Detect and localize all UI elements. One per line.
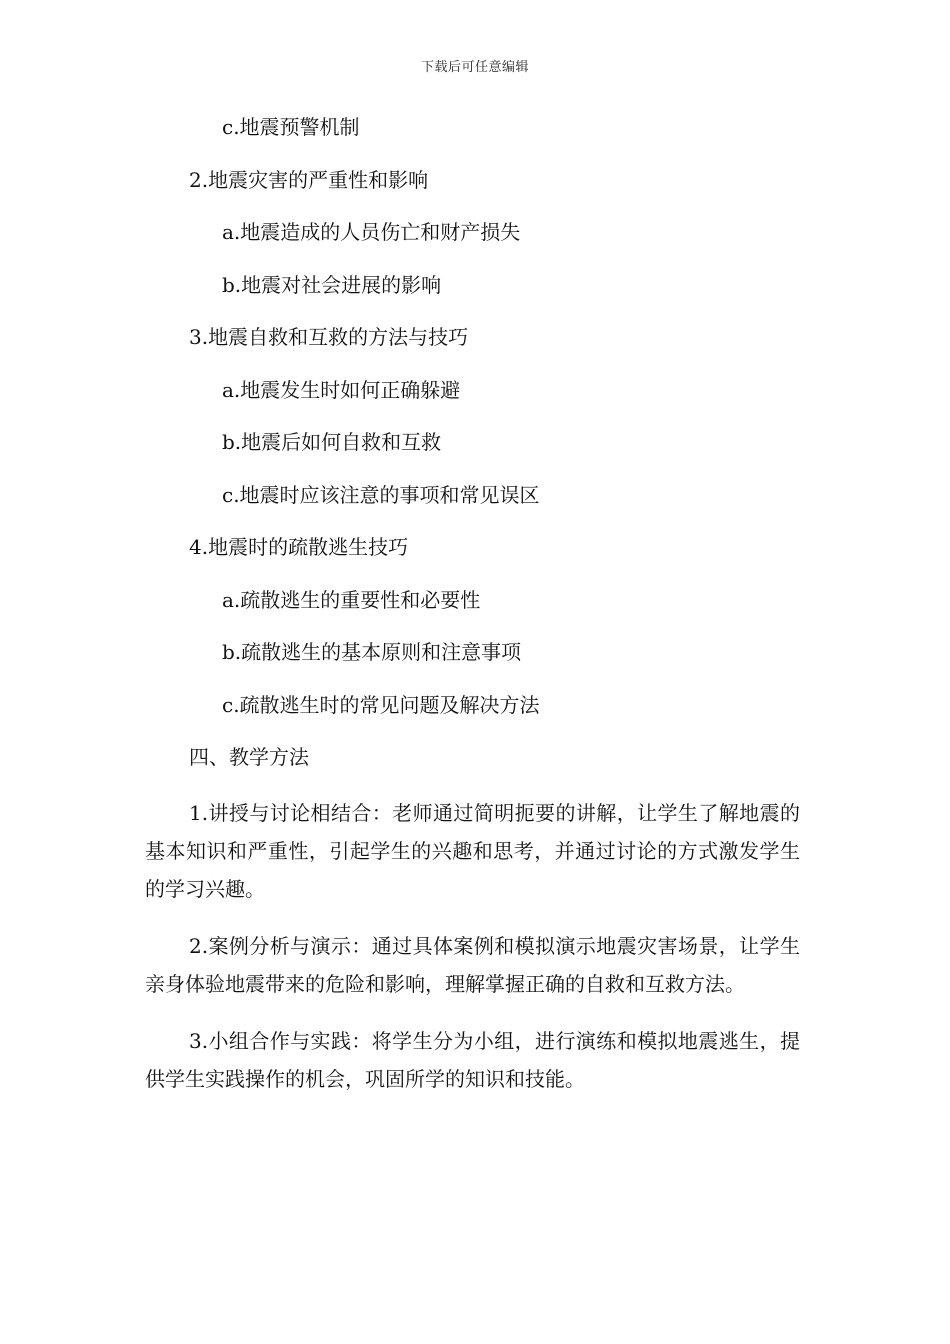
section-heading: 四、教学方法 — [189, 745, 309, 769]
outline-item: b.疏散逃生的基本原则和注意事项 — [222, 640, 522, 664]
outline-item: 4.地震时的疏散逃生技巧 — [189, 535, 409, 559]
outline-item: b.地震后如何自救和互救 — [222, 430, 442, 454]
outline-item: a.地震发生时如何正确躲避 — [222, 377, 461, 402]
document-body — [145, 111, 800, 1117]
outline-item: a.地震造成的人员伤亡和财产损失 — [222, 220, 521, 244]
outline-item: a.疏散逃生的重要性和必要性 — [222, 587, 481, 612]
outline-item: b.地震对社会进展的影响 — [222, 272, 442, 297]
paragraph: 1.讲授与讨论相结合：老师通过简明扼要的讲解，让学生了解地震的基本知识和严重性，引起学生的兴趣和思考，并通过讨论的方式激发学生的学习兴趣。 — [145, 800, 800, 901]
outline-item: c.地震预警机制 — [222, 115, 360, 139]
outline-item: c.疏散逃生时的常见问题及解决方法 — [222, 692, 540, 717]
page-header: 下载后可任意编辑 — [420, 60, 529, 75]
outline-item: 2.地震灾害的严重性和影响 — [189, 167, 429, 192]
paragraph: 3.小组合作与实践：将学生分为小组，进行演练和模拟地震逃生，提供学生实践操作的机会，巩固所学的知识和技能。 — [145, 1028, 800, 1091]
outline-item: c.地震时应该注意的事项和常见误区 — [222, 482, 540, 507]
paragraph: 2.案例分析与演示：通过具体案例和模拟演示地震灾害场景，让学生亲身体验地震带来的危险和影响，理解掌握正确的自救和互救方法。 — [145, 933, 800, 996]
outline-item: 3.地震自救和互救的方法与技巧 — [189, 325, 469, 349]
